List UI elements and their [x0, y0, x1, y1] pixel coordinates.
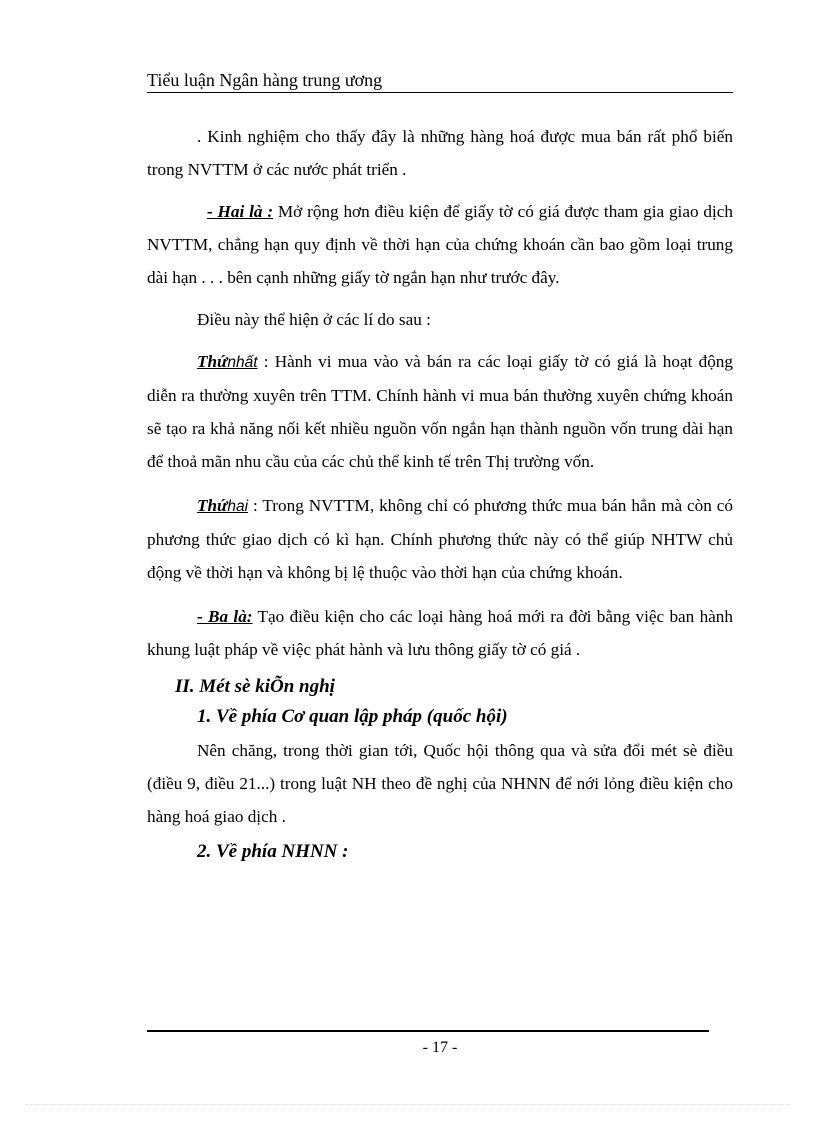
heading-section-ii: II. Mét sè kiÕn nghị [175, 676, 335, 697]
paragraph-intro: . Kinh nghiệm cho thấy đây là những hàng hoá được mua bán rất phổ biến trong NVTTM ở các nước phát triển . [147, 127, 733, 179]
text-hai-la: Mở rộng hơn điều kiện để giấy tờ có giá được tham gia giao dịch NVTTM, chẳng hạn quy định về thời hạn của chứng khoán cần bao gồm loại trung dài hạn . . . bên cạnh những giấy tờ ngắn hạn như trước đây. [147, 202, 733, 287]
text-thu-nhat: : Hành vi mua vào và bán ra các loại giấy tờ có giá là hoạt động diễn ra thường xuyên trên TTM. Chính hành vi mua bán thường xuyên chứng khoán sẽ tạo ra khả năng nối kết nhiều nguồn vốn ngắn hạn thành nguồn vốn trung dài hạn để thoả mãn nhu cầu của các chủ thể kinh tế trên Thị trường vốn. [147, 352, 733, 471]
paragraph-reasons-intro: Điều này thể hiện ở các lí do sau : [197, 310, 431, 329]
footer-divider [147, 1030, 709, 1032]
label-ba-la: - Ba là: [197, 607, 253, 626]
page-content [147, 120, 733, 867]
page-header: Tiểu luận Ngân hàng trung ương [147, 68, 733, 93]
page-number: - 17 - [422, 1039, 458, 1056]
text-ba-la: Tạo điều kiện cho các loại hàng hoá mới ra đời bằng việc ban hành khung luật pháp về việc phát hành và lưu thông giấy tờ có giá . [147, 607, 733, 659]
label-hai-la: - Hai là : [207, 202, 274, 221]
page-bottom-rule [26, 1104, 790, 1105]
heading-subsection-1: 1. Về phía Cơ quan lập pháp (quốc hội) [197, 706, 508, 727]
label-nhat: nhất [227, 354, 258, 371]
paragraph-ba-la [147, 600, 733, 666]
label-hai: hai [227, 498, 249, 515]
paragraph-hai-la [147, 195, 733, 294]
paragraph-thu-hai [147, 489, 733, 589]
text-thu-hai: : Trong NVTTM, không chỉ có phương thức mua bán hẳn mà còn có phương thức giao dịch có kì hạn. Chính phương thức này có thể giúp NHTW chủ động về thời hạn và không bị lệ thuộc vào thời hạn của chứng khoán. [147, 496, 733, 582]
paragraph-quoc-hoi: Nên chăng, trong thời gian tới, Quốc hội thông qua và sửa đổi mét sè điều (điều 9, điều 21...) trong luật NH theo đề nghị của NHNN để nới lỏng điều kiện cho hàng hoá giao dịch . [147, 741, 733, 826]
label-thu-2: Thứ [197, 496, 228, 515]
heading-subsection-2: 2. Về phía NHNN : [197, 841, 349, 862]
paragraph-thu-nhat [147, 345, 733, 478]
label-thu: Thứ [197, 352, 228, 371]
